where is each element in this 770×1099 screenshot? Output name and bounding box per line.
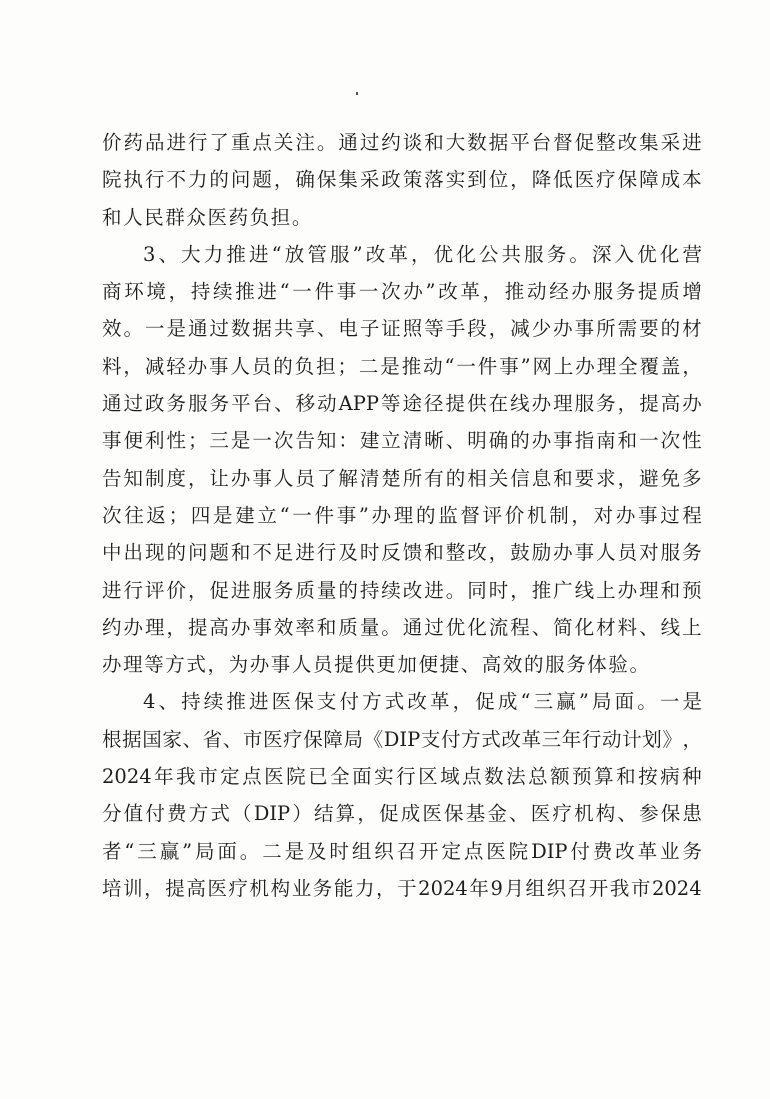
- text-line: 根 据 国 家 、 省 、 市 医 疗 保 障 局 《 DIP 支 付 方 式 改 革 三 年 行 动 计 划 》 ，: [102, 727, 702, 751]
- text-line: 办理等方式，为办事人员提供更加便捷、高效的服务体验。: [102, 653, 651, 677]
- text-line: 告 知 制 度 ， 让 办 事 人 员 了 解 清 楚 所 有 的 相 关 信 息 和 要 求 ， 避 免 多: [102, 466, 702, 490]
- text-line: 效 。 一 是 通 过 数 据 共 享 、 电 子 证 照 等 手 段 ， 减 少 办 事 所 需 要 的 材: [102, 317, 702, 341]
- text-line: 通 过 政 务 服 务 平 台 、 移 动 APP 等 途 径 提 供 在 线 办 理 服 务 ， 提 高 办: [102, 392, 702, 416]
- text-line: 4 、 持 续 推 进 医 保 支 付 方 式 改 革 ， 促 成 “ 三 赢 ” 局 面 。 一 是: [143, 690, 702, 714]
- text-line: 分 值 付 费 方 式 （ DIP ） 结 算 ， 促 成 医 保 基 金 、 医 疗 机 构 、 参 保 患: [102, 802, 702, 826]
- text-line: 培 训 ， 提 高 医 疗 机 构 业 务 能 力 ， 于 2024 年 9 月 组 织 召 开 我 市 2024: [102, 876, 702, 900]
- text-line: 次 往 返 ； 四 是 建 立 “ 一 件 事 ” 办 理 的 监 督 评 价 机 制 ， 对 办 事 过 程: [102, 503, 702, 527]
- text-line: 价 药 品 进 行 了 重 点 关 注 。 通 过 约 谈 和 大 数 据 平 台 督 促 整 改 集 采 进: [102, 131, 702, 154]
- text-line: 者 “ 三 赢 ” 局 面 。 二 是 及 时 组 织 召 开 定 点 医 院 DIP 付 费 改 革 业 务: [102, 839, 702, 863]
- text-line: 进 行 评 价 ， 促 进 服 务 质 量 的 持 续 改 进 。 同 时 ， 推 广 线 上 办 理 和 预: [102, 578, 702, 602]
- text-line: 和人民群众医药负担。: [102, 205, 314, 229]
- document-body: [102, 124, 702, 907]
- text-line: 约 办 理 ， 提 高 办 事 效 率 和 质 量 。 通 过 优 化 流 程 、 简 化 材 料 、 线 上: [102, 615, 702, 639]
- text-line: 2024 年 我 市 定 点 医 院 已 全 面 实 行 区 域 点 数 法 总 额 预 算 和 按 病 种: [102, 765, 702, 789]
- text-line: 料 ， 减 轻 办 事 人 员 的 负 担 ； 二 是 推 动 “ 一 件 事 ” 网 上 办 理 全 覆 盖 ，: [102, 354, 702, 378]
- text-line: 事 便 利 性 ； 三 是 一 次 告 知 ： 建 立 清 晰 、 明 确 的 办 事 指 南 和 一 次 性: [102, 429, 702, 453]
- text-line: 商 环 境 ， 持 续 推 进 “ 一 件 事 一 次 办 ” 改 革 ， 推 动 经 办 服 务 提 质 增: [102, 280, 702, 304]
- scan-speck: [356, 92, 358, 95]
- text-line: 3 、 大 力 推 进 “ 放 管 服 ” 改 革 ， 优 化 公 共 服 务 。 深 入 优 化 营: [143, 242, 702, 266]
- text-line: 中 出 现 的 问 题 和 不 足 进 行 及 时 反 馈 和 整 改 ， 鼓 励 办 事 人 员 对 服 务: [102, 541, 702, 565]
- text-line: 院 执 行 不 力 的 问 题 ， 确 保 集 采 政 策 落 实 到 位 ， 降 低 医 疗 保 障 成 本: [102, 168, 702, 192]
